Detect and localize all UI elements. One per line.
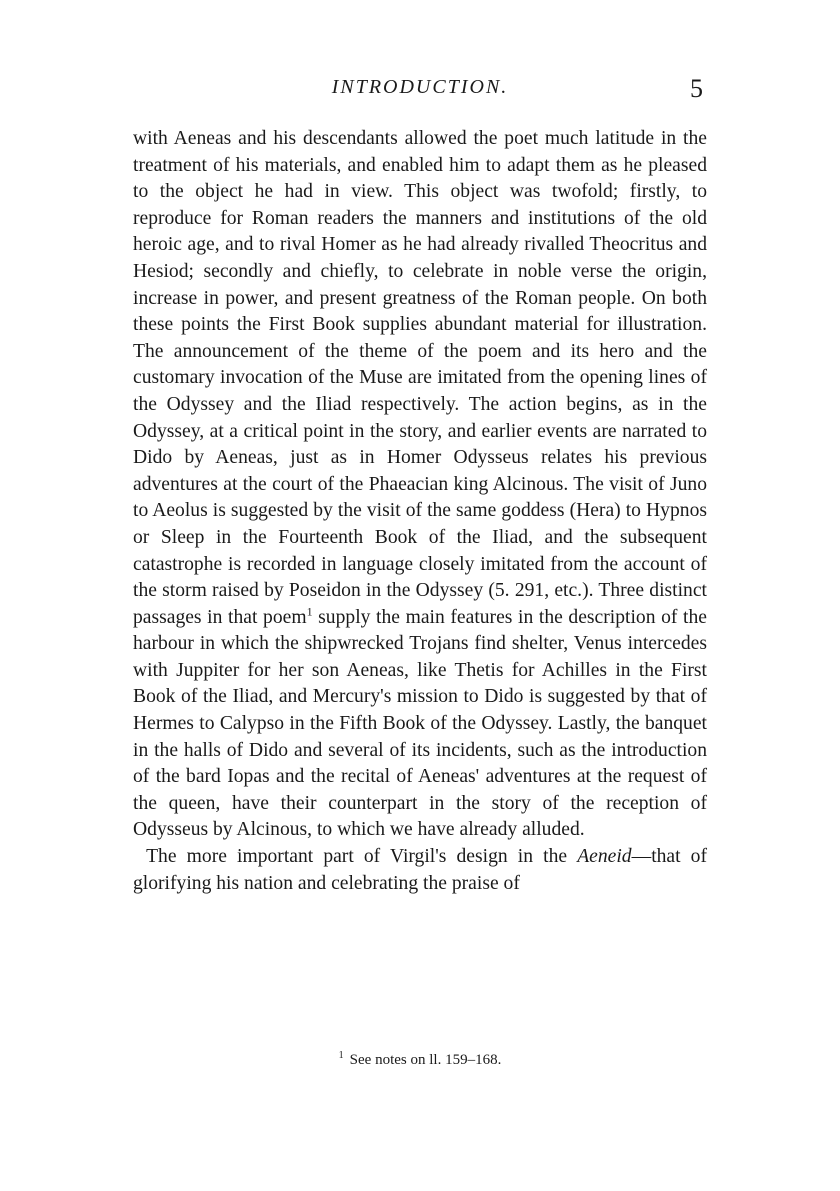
paragraph-1 bbox=[133, 126, 707, 844]
footnote-marker: 1 bbox=[338, 1050, 344, 1061]
paragraph-2-start: The more important part of Virgil's design in the bbox=[146, 846, 578, 868]
body-text bbox=[133, 126, 707, 897]
paragraph-2 bbox=[133, 844, 707, 897]
paragraph-1-continued: supply the main features in the description of the harbour in which the shipwrecked Trojans find shelter, Venus intercedes with Juppiter for her son Aeneas, like Thetis for Achilles in the First Book of the Iliad, and Mercury's mission to Dido is suggested by that of Hermes to Calypso in the Fifth Book of the Odyssey. Lastly, the banquet in the halls of Dido and several of its incidents, such as the introduction of the bard Iopas and the recital of Aeneas' adventures at the request of the queen, have their counterpart in the story of the reception of Odysseus by Alcinous, to which we have already alluded. bbox=[133, 606, 707, 841]
footnote bbox=[133, 1050, 707, 1069]
aeneid-title: Aeneid bbox=[577, 846, 632, 868]
running-head bbox=[133, 76, 707, 106]
paragraph-1-text: with Aeneas and his descendants allowed the poet much latitude in the treatment of his materials, and enabled him to adapt them as he pleased to the object he had in view. This object was twofold; firstly, to reproduce for Roman readers the manners and institutions of the old heroic age, and to rival Homer as he had already rivalled Theocritus and Hesiod; secondly and chiefly, to celebrate in noble verse the origin, increase in power, and present greatness of the Roman people. On both these points the First Book supplies abundant material for illustration. The announcement of the theme of the poem and its hero and the customary invocation of the Muse are imitated from the opening lines of the Odyssey and the Iliad respectively. The action begins, as in the Odyssey, at a critical point in the story, and earlier events are narrated to Dido by Aeneas, just as in Homer Odysseus relates his previous adventures at the court of the Phaeacian king Alcinous. The visit of Juno to Aeolus is suggested by the visit of the same goddess (Hera) to Hypnos or Sleep in the Fourteenth Book of the Iliad, and the subsequent catastrophe is recorded in language closely imitated from the account of the storm raised by Poseidon in the Odyssey (5. 291, etc.). Three distinct passages in that poem bbox=[133, 128, 707, 628]
running-title: INTRODUCTION. bbox=[331, 76, 509, 98]
footnote-reference: 1 bbox=[306, 604, 313, 619]
footnote-text: See notes on ll. 159–168. bbox=[349, 1052, 502, 1068]
paragraph-2-end: —that of glorifying his nation and celebrating the praise of bbox=[133, 846, 708, 894]
page-number: 5 bbox=[690, 74, 703, 103]
